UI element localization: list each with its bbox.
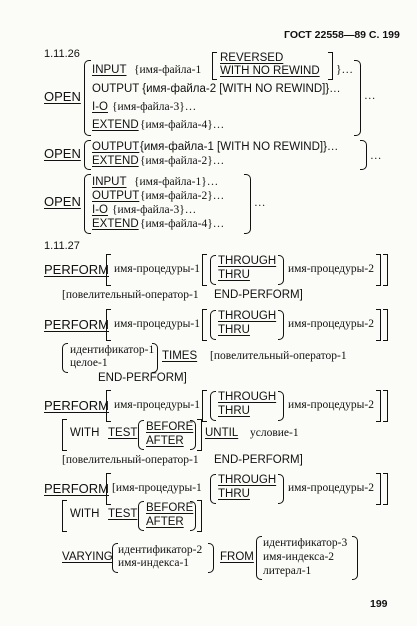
perform-keyword-2: PERFORM — [44, 317, 109, 332]
after-keyword-2: AFTER — [146, 516, 184, 528]
through-keyword-3: THROUGH — [218, 391, 277, 403]
test-keyword-1: TEST — [108, 427, 138, 439]
procedure-name-1-d: [имя-процедуры-1 — [112, 482, 202, 494]
tail-ellipsis-3: … — [254, 197, 266, 209]
left-brace-through-1 — [210, 255, 216, 285]
test-keyword-2: TEST — [108, 508, 138, 520]
left-brace-through-4 — [210, 474, 216, 504]
through-keyword-2: THROUGH — [218, 310, 277, 322]
left-brace-open-1 — [84, 60, 91, 136]
left-bracket-perform-1 — [106, 254, 111, 286]
left-bracket-through-2 — [202, 309, 207, 341]
open-keyword-3: OPEN — [44, 194, 81, 209]
io-keyword: I-O — [92, 101, 108, 113]
procedure-name-2-c: имя-процедуры-2 — [288, 399, 374, 411]
left-brace-times — [62, 343, 68, 373]
right-brace-through-3 — [278, 391, 284, 421]
filename-4: {имя-файла-4}… — [140, 119, 225, 131]
left-brace-before-after-1 — [138, 420, 144, 450]
section-number-1-11-27: 1.11.27 — [44, 240, 80, 252]
right-bracket-through-2 — [376, 309, 381, 341]
end-perform-1: END-PERFORM] — [214, 289, 303, 301]
page-header: ГОСТ 22558—89 С. 199 — [284, 29, 400, 41]
procedure-name-1-b: имя-процедуры-1 — [114, 318, 200, 330]
io-keyword-3: I-O — [92, 204, 108, 216]
right-bracket-with-test-1 — [197, 419, 202, 451]
right-brace-before-after-1 — [190, 420, 196, 450]
varying-keyword: VARYING — [62, 551, 113, 563]
end-perform-2: END-PERFORM] — [98, 372, 187, 384]
output-keyword-3: OUTPUT — [92, 190, 140, 202]
right-brace-through-4 — [278, 474, 284, 504]
right-brace-before-after-2 — [190, 501, 196, 531]
output-line: OUTPUT {имя-файла-2 [WITH NO REWIND]}… — [92, 83, 341, 95]
integer-1: целое-1 — [70, 357, 108, 369]
right-bracket-with-test-2 — [197, 500, 202, 532]
identifier-2: идентификатор-2 — [118, 544, 203, 556]
reversed-keyword: REVERSED — [220, 52, 284, 64]
through-keyword-1: THROUGH — [218, 255, 277, 267]
imperative-statement-1: [повелительный-оператор-1 — [62, 289, 199, 301]
perform-keyword-1: PERFORM — [44, 262, 109, 277]
procedure-name-1-c: имя-процедуры-1 — [114, 399, 200, 411]
right-bracket-perform-3 — [383, 390, 388, 422]
right-brace-through-2 — [278, 310, 284, 340]
output-3-rest: {имя-файла-2}… — [140, 190, 225, 202]
perform-keyword-4: PERFORM — [44, 481, 109, 496]
right-brace-through-1 — [278, 255, 284, 285]
page-number: 199 — [370, 598, 388, 610]
io-3-rest: {имя-файла-3}… — [112, 204, 197, 216]
left-bracket-perform-3 — [106, 390, 111, 422]
left-brace-open-2 — [84, 140, 91, 170]
times-keyword: TIMES — [162, 350, 198, 362]
right-bracket-perform-2 — [383, 309, 388, 341]
left-bracket-perform-2 — [106, 309, 111, 341]
through-keyword-4: THROUGH — [218, 474, 277, 486]
left-brace-from — [256, 536, 262, 580]
end-perform-3: END-PERFORM] — [214, 454, 303, 466]
left-bracket-through-1 — [202, 254, 207, 286]
thru-keyword-1: THRU — [218, 269, 250, 281]
right-bracket-through-3 — [376, 390, 381, 422]
with-no-rewind-keyword: WITH NO REWIND — [220, 65, 320, 77]
right-brace-varying — [208, 543, 214, 573]
filename-1: {имя-файла-1 — [134, 64, 202, 76]
before-keyword-2: BEFORE — [146, 502, 194, 514]
output-2-rest: {имя-файла-1 [WITH NO REWIND]}… — [140, 141, 339, 153]
right-brace-open-1 — [354, 60, 361, 136]
tail-ellipsis-2: … — [370, 150, 382, 162]
left-brace-open-3 — [84, 174, 91, 234]
procedure-name-2-b: имя-процедуры-2 — [288, 318, 374, 330]
right-brace-from — [352, 536, 358, 580]
left-brace-before-after-2 — [138, 501, 144, 531]
thru-keyword-3: THRU — [218, 405, 250, 417]
input-keyword-3: INPUT — [92, 176, 127, 188]
right-bracket-reversed — [328, 52, 333, 80]
input-keyword: INPUT — [92, 64, 127, 76]
identifier-1: идентификатор-1 — [70, 344, 155, 356]
left-bracket-reversed — [212, 52, 217, 80]
left-bracket-perform-4 — [106, 473, 111, 505]
tail-ellipsis-1: … — [364, 90, 376, 102]
index-name-1: имя-индекса-1 — [118, 557, 190, 569]
extend-keyword-2: EXTEND — [92, 155, 139, 167]
right-bracket-perform-1 — [383, 254, 388, 286]
literal-1: литерал-1 — [263, 565, 312, 577]
left-bracket-through-3 — [202, 390, 207, 422]
left-brace-through-2 — [210, 310, 216, 340]
left-bracket-with-test-2 — [62, 500, 67, 532]
right-bracket-through-1 — [376, 254, 381, 286]
open-keyword-2: OPEN — [44, 146, 81, 161]
input-3-rest: {имя-файла-1}… — [134, 176, 219, 188]
section-number-1-11-26: 1.11.26 — [44, 48, 80, 60]
ellipsis-1: }… — [336, 64, 354, 76]
procedure-name-2: имя-процедуры-2 — [288, 263, 374, 275]
procedure-name-1: имя-процедуры-1 — [114, 263, 200, 275]
perform-keyword-3: PERFORM — [44, 398, 109, 413]
with-keyword-1: WITH — [70, 427, 100, 439]
identifier-3: идентификатор-3 — [263, 537, 348, 549]
imperative-statement-3: [повелительный-оператор-1 — [62, 454, 199, 466]
with-keyword-2: WITH — [70, 508, 100, 520]
extend-3-rest: {имя-файла-4}… — [140, 218, 225, 230]
index-name-2: имя-индекса-2 — [263, 551, 335, 563]
right-brace-open-3 — [244, 174, 251, 234]
thru-keyword-2: THRU — [218, 324, 250, 336]
until-keyword: UNTIL — [205, 427, 239, 439]
extend-2-rest: {имя-файла-2}… — [140, 155, 225, 167]
before-keyword-1: BEFORE — [146, 421, 194, 433]
condition-1: условие-1 — [250, 427, 299, 439]
procedure-name-2-d: имя-процедуры-2 — [288, 482, 374, 494]
after-keyword-1: AFTER — [146, 435, 184, 447]
right-bracket-perform-4 — [383, 473, 388, 505]
filename-3: {имя-файла-3}… — [112, 101, 197, 113]
open-keyword: OPEN — [44, 89, 81, 104]
from-keyword: FROM — [220, 551, 254, 563]
extend-keyword-3: EXTEND — [92, 218, 139, 230]
imperative-statement-2: [повелительный-оператор-1 — [210, 350, 347, 362]
output-keyword-2: OUTPUT — [92, 141, 140, 153]
right-bracket-through-4 — [376, 473, 381, 505]
thru-keyword-4: THRU — [218, 488, 250, 500]
left-brace-through-3 — [210, 391, 216, 421]
right-brace-open-2 — [360, 140, 367, 170]
extend-keyword: EXTEND — [92, 119, 139, 131]
right-brace-times — [152, 343, 158, 373]
left-bracket-with-test-1 — [62, 419, 67, 451]
